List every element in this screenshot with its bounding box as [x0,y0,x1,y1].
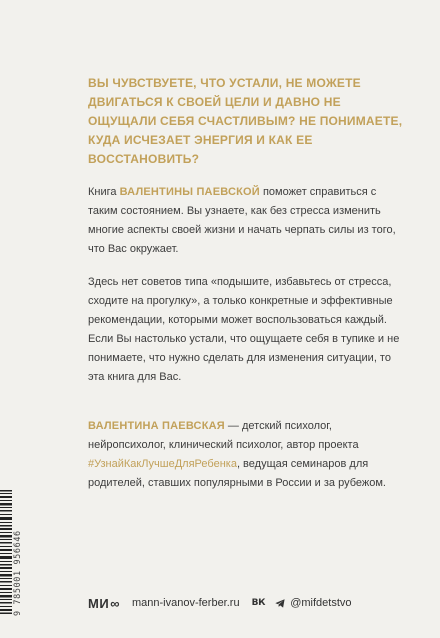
cover-text [88,74,406,493]
isbn-number: 9 785001 956646 [13,530,23,616]
publisher-logo [88,596,120,611]
telegram-icon[interactable] [275,599,285,608]
social-handle-link[interactable]: @mifdetstvo [290,597,352,609]
author-name-highlight: ВАЛЕНТИНЫ ПАЕВСКОЙ [119,186,260,198]
author-name: ВАЛЕНТИНА ПАЕВСКАЯ [88,420,225,432]
author-bio [88,417,406,493]
bio-text-part1: — детский психолог, нейропсихолог, клинический психолог, автор проекта [88,420,359,451]
publisher-website-link[interactable]: mann-ivanov-ferber.ru [131,597,240,609]
barcode-icon [0,490,12,614]
intro-question: ВЫ ЧУВСТВУЕТЕ, ЧТО УСТАЛИ, НЕ МОЖЕТЕ ДВИГАТЬСЯ К СВОЕЙ ЦЕЛИ И ДАВНО НЕ ОЩУЩАЛИ СЕБЯ СЧАСТЛИВЫМ? НЕ ПОНИМАЕТЕ, КУДА ИСЧЕЗАЕТ ЭНЕРГИЯ И КАК ЕЕ ВОССТАНОВИТЬ? [88,76,403,166]
description-prefix: Книга [88,186,120,198]
logo-letters: МИ [88,595,110,611]
vk-icon[interactable]: ВК [251,598,266,608]
project-hashtag: #УзнайКакЛучшеДляРебенка [88,458,237,470]
bio-text-part2: , ведущая семинаров для родителей, ставших популярными в России и за рубежом. [88,458,386,489]
description-suffix: поможет справиться с таким состоянием. Вы узнаете, как без стресса изменить многие аспекты своей жизни и начать черпать силы из того, что Вас окружает. [88,186,396,255]
book-pitch: Здесь нет советов типа «подышите, избавьтесь от стресса, сходите на прогулку», а только конкретные и эффективные рекомендации, которыми может воспользоваться каждый. Если Вы настолько устали, что ощущаете себя в тупике и не понимаете, что нужно сделать для изменения ситуации, то эта книга для Вас. [88,276,400,383]
infinity-icon: ∞ [110,595,120,611]
publisher-footer [88,594,352,612]
book-description [88,183,406,259]
